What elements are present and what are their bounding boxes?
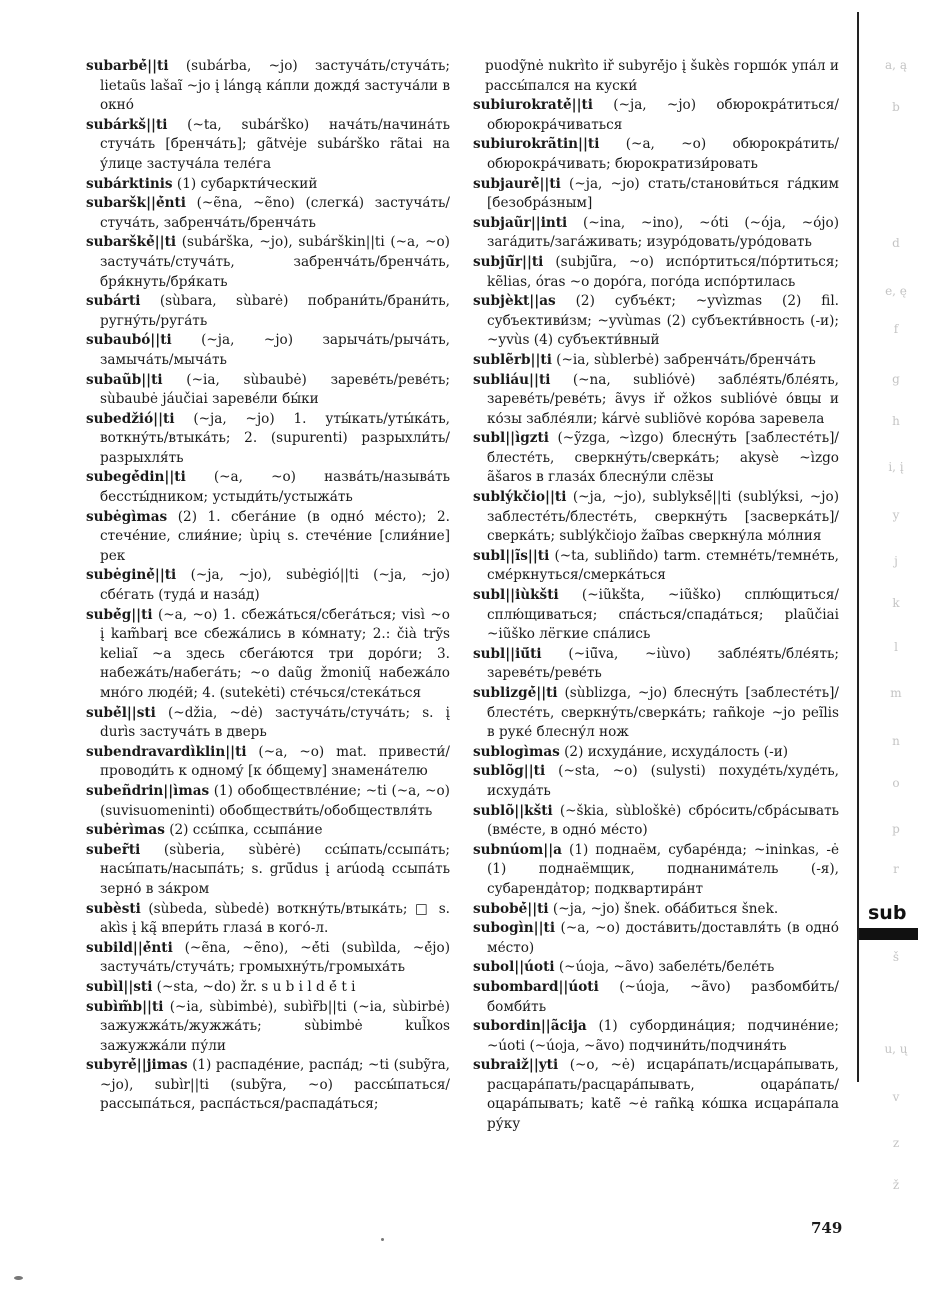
entry-headword: sublẽrb||ti — [473, 351, 552, 368]
entry-headword: subárti — [86, 293, 141, 310]
entry-headword: subìl||sti — [86, 978, 153, 995]
entry-definition: (2) субъе́кт; ~yvìzmas (2) fil. субъективи́зм; ~yvùmas (2) субъекти́вность (-и); ~yvùs (4) субъекти́вный — [487, 293, 839, 349]
thumb-index-letter: z — [892, 1136, 900, 1150]
thumb-index-letter: o — [892, 776, 900, 790]
entry-headword: subiurokrãtin||ti — [473, 136, 600, 153]
thumb-index-letter: i, į — [888, 460, 904, 474]
entry-headword: subl||iùkšti — [473, 587, 559, 604]
entry-definition: (1) обобществле́ние; ~ti (~a, ~o) (suvisuomeninti) обобществи́ть/обобществля́ть — [100, 782, 450, 819]
dictionary-entry — [473, 1017, 839, 1056]
entry-definition: (~ia, sùblerbė) забренча́ть/бренча́ть — [551, 351, 816, 368]
dictionary-entry — [86, 116, 450, 175]
thumb-index-letter: g — [892, 372, 900, 386]
dictionary-entry — [86, 331, 450, 370]
entry-definition: (~ja, ~jo) зарыча́ть/рыча́ть, замыча́ть/мыча́ть — [100, 332, 450, 368]
entry-definition: (subjū̃ra, ~o) испо́ртиться/по́ртиться; kẽlias, óras ~o доро́га, пого́да испо́ртилась — [487, 253, 839, 290]
entry-definition: (sùbara, sùbarė) побрани́ть/брани́ть, ругну́ть/руга́ть — [100, 293, 450, 329]
entry-definition: (~úoja, ~ãvo) забеле́ть/беле́ть — [554, 959, 775, 976]
thumb-index-letter: l — [894, 640, 898, 654]
entry-definition: (~ja, ~jo) šnek. оба́биться šnek. — [548, 900, 779, 917]
thumb-index-letter: m — [890, 686, 902, 700]
entry-headword: suber̃ti — [86, 841, 141, 858]
entry-definition: (~a, ~o) обюрокра́тить/обюрокра́чивать; бюрократизи́ровать — [487, 136, 839, 172]
entry-headword: subeñdrin||ìmas — [86, 782, 210, 799]
dictionary-entry — [473, 351, 839, 371]
dictionary-entry — [86, 468, 450, 507]
dictionary-entry — [86, 175, 450, 195]
dictionary-entry — [473, 371, 839, 430]
entry-definition: (~ja, ~jo) обюрокра́титься/обюрокра́чиваться — [487, 97, 839, 133]
thumb-index-letter: j — [894, 554, 898, 568]
dictionary-entry — [86, 978, 450, 998]
entry-definition: (1) субордина́ция; подчине́ние; ~úoti (~úoja, ~ãvo) подчини́ть/подчиня́ть — [487, 1018, 839, 1054]
entry-headword: subėginė́||ti — [86, 567, 177, 584]
entry-headword: subild||ė́nti — [86, 939, 173, 956]
entry-headword: subjū̃r||ti — [473, 253, 544, 270]
entry-definition: (~ia, sùbimbė), subìr̃b||ti (~ia, sùbirbė) зажужжа́ть/жужжа́ть; sùbimbė kul̃kos зажужжа́ли пу́ли — [100, 998, 450, 1054]
dictionary-entry — [86, 410, 450, 469]
entry-headword: sublogìmas — [473, 743, 560, 760]
thumb-index-letter: k — [892, 596, 900, 610]
entry-headword: subl||ĩs||ti — [473, 547, 550, 564]
dictionary-entry — [473, 919, 839, 958]
dictionary-entry — [86, 900, 450, 939]
thumb-index-letter: u, ų — [884, 1042, 908, 1056]
dictionary-entry — [473, 900, 839, 920]
thumb-index-letter: d — [892, 236, 900, 250]
dictionary-entry — [86, 194, 450, 233]
dictionary-entry — [473, 175, 839, 214]
entry-headword: subedžió||ti — [86, 410, 175, 427]
entry-headword: subárkš||ti — [86, 116, 168, 133]
entry-definition: (~ia, sùbaubė) зареве́ть/реве́ть; sùbaubė jáučiai зареве́ли бы́ки — [100, 371, 450, 408]
dictionary-entry — [473, 645, 839, 684]
dictionary-entry — [473, 292, 839, 351]
thumb-index-letter: v — [892, 1090, 900, 1104]
entry-headword: subèsti — [86, 900, 141, 917]
entry-headword: subobė́||ti — [473, 900, 549, 917]
thumb-index-letter: š — [892, 950, 900, 964]
dictionary-entry — [86, 939, 450, 978]
entry-headword: sublizgė́||ti — [473, 685, 558, 701]
entry-definition: (~sta, ~do) žr. s u b i l d ė́ t i — [152, 978, 356, 995]
entry-definition: (~ẽna, ~ẽno) (слегка́) застуча́ть/стуча́ть, забренча́ть/бренча́ть — [100, 195, 450, 231]
entry-definition: (1) распаде́ние, распа́д; ~ti (subỹra, ~jo), subìr||ti (subỹra, ~o) рассы́паться/рассыпа́ться, распа́сться/распада́ться; — [100, 1057, 450, 1113]
thumb-index-letter: a, ą — [885, 58, 907, 72]
entry-headword: subnúom||a — [473, 841, 562, 858]
dictionary-entry — [473, 978, 839, 1017]
entry-definition: (~škia, sùbloškė) сбро́сить/сбра́сывать (вме́сте, в одно́ ме́сто) — [487, 802, 839, 839]
dictionary-entry — [473, 958, 839, 978]
dictionary-entry — [473, 684, 839, 743]
entry-definition: (~ja, ~jo) стать/станови́ться га́дким [безобра́зным] — [487, 175, 839, 212]
dictionary-entry — [473, 762, 839, 801]
dictionary-entry — [473, 429, 839, 488]
entry-definition: (~a, ~o) назва́ть/называ́ть бессты́дником; устыди́ть/устыжа́ть — [100, 469, 450, 506]
entry-headword: subombard||úoti — [473, 978, 599, 995]
scan-speck — [381, 1238, 384, 1241]
entry-headword: subegė́din||ti — [86, 469, 186, 486]
entry-definition: (1) поднаём, субаре́нда; ~ininkas, -ė (1) поднаёмщик, поднанима́тель (-я), субарендa̍тор; подквартира́нт — [487, 841, 839, 897]
dictionary-entry — [473, 802, 839, 841]
entry-headword: subendravardìklin||ti — [86, 743, 247, 760]
entry-headword: sublõ||kšti — [473, 802, 553, 819]
dictionary-entry — [473, 488, 839, 547]
dictionary-entry — [473, 1056, 839, 1134]
dictionary-entry — [86, 1056, 450, 1115]
entry-definition: (~iū̃va, ~iùvo) забле́ять/бле́ять; зареве́ть/реве́ть — [487, 645, 839, 682]
entry-headword: subjaurė́||ti — [473, 175, 561, 192]
entry-definition: (2) ссы́пка, ссыпа́ние — [164, 822, 323, 839]
entry-headword: subogìn||ti — [473, 920, 555, 937]
thumb-index-letter: b — [892, 100, 900, 114]
entry-headword: subl||iū́ti — [473, 645, 542, 662]
entry-definition: (sùbeda, sùbedė) воткну́ть/втыка́ть; □ s. akìs į ką̃ впери́ть глаза́ в кого́-л. — [100, 900, 450, 937]
dictionary-entry — [86, 821, 450, 841]
dictionary-entry — [473, 96, 839, 135]
scan-speck — [14, 1276, 23, 1280]
entry-headword: subliáu||ti — [473, 371, 551, 388]
dictionary-entry — [86, 998, 450, 1057]
entry-headword: subraiž||yti — [473, 1057, 559, 1074]
entry-headword: subìm̃b||ti — [86, 998, 164, 1015]
entry-headword: subarškė́||ti — [86, 234, 177, 251]
entry-definition: (1) субаркти́ческий — [172, 175, 318, 192]
entry-definition: (2) исхуда́ние, исхуда́лость (-и) — [559, 743, 789, 760]
dictionary-entry — [473, 586, 839, 645]
entry-definition: (~a, ~o) 1. сбежа́ться/сбега́ться; visì ~o į kam̃barį все сбежа́лись в ко́мнату; 2.: čià trỹs keliaĩ ~a здесь сбега́ются три доро́ги; 3. набежа́ть/набега́ть; ~o daũg žmonių̃ набежа́ло мно́го люде́й; 4. (sutekėti) сте́чься/стека́ться — [100, 606, 450, 701]
entry-headword: subyrė́||jimas — [86, 1057, 188, 1074]
entry-definition: (~ta, subárško) нача́ть/начина́ть стуча́ть [бренча́ть]; gãtvėje subárško rãtai на у́лице застуча́ла теле́га — [100, 116, 450, 172]
entry-definition: (~ja, ~jo), subėgió||ti (~ja, ~jo) сбе́гать (туда́ и наза́д) — [100, 567, 450, 604]
entry-definition: (~ỹzga, ~ìzgo) блесну́ть [заблесте́ть]/блесте́ть, сверкну́ть/сверка́ть; akysè ~ìzgo ãšaros в глаза́х блесну́ли слёзы — [487, 430, 839, 486]
entry-headword: subė́l||sti — [86, 704, 156, 721]
entry-definition: (2) 1. сбега́ние (в одно́ ме́сто); 2. стече́ние, слия́ние; ùpių s. стече́ние [слия́ние] рек — [100, 508, 450, 564]
dictionary-entry — [473, 57, 839, 96]
dictionary-column-left — [86, 57, 450, 1115]
dictionary-entry — [473, 214, 839, 253]
dictionary-entry — [86, 371, 450, 410]
entry-headword: subaũb||ti — [86, 371, 163, 388]
dictionary-entry — [473, 841, 839, 900]
entry-definition: (~iũkšta, ~iũško) сплю́щиться/сплю́щиваться; спа́сться/спада́ться; plaũčiai ~iũško лёгкие спа́лись — [487, 587, 839, 643]
entry-definition: (sùblizga, ~jo) блесну́ть [заблесте́ть]/блесте́ть, сверкну́ть/сверка́ть; rañkoje ~jo peĩlis в руке́ блесну́л нож — [487, 685, 839, 741]
entry-definition: (~a, ~o) mat. привести́/проводи́ть к одному́ [к о́бщему] знамена́телю — [100, 743, 450, 780]
entry-headword: subėrìmas — [86, 822, 165, 839]
dictionary-entry — [86, 566, 450, 605]
guide-word: sub — [868, 902, 907, 924]
entry-headword: subl||ìgzti — [473, 430, 549, 447]
entry-headword: subaršk||ė́nti — [86, 195, 186, 212]
thumb-index-letter: ž — [892, 1178, 900, 1192]
entry-headword: subaubó||ti — [86, 332, 172, 349]
dictionary-entry — [86, 233, 450, 292]
entry-headword: subė́g||ti — [86, 606, 153, 623]
dictionary-entry — [86, 606, 450, 704]
entry-headword: subordin||ãcija — [473, 1018, 587, 1035]
entry-headword: subárktinis — [86, 175, 173, 192]
thumb-index-letter: r — [893, 862, 899, 876]
entry-definition: (~ja, ~jo), sublyksė́||ti (sublýksi, ~jo) заблесте́ть/блесте́ть, сверкну́ть [засверка́ть]/сверка́ть; sublýkčiojo žaĩbas сверкну́ла мо́лния — [487, 489, 839, 545]
dictionary-entry — [86, 292, 450, 331]
entry-headword: subarbė́||ti — [86, 58, 169, 74]
entry-definition: (~o, ~ė) исцара́пать/исцара́пывать, расцара́пать/расцара́пывать, оцара́пать/оцара́пывать; katė̃ ~ė rañką ко́шка исцара́пала ру́ку — [487, 1057, 839, 1133]
thumb-index-letter: e, ę — [885, 284, 907, 298]
entry-definition: puodỹnė nukrìto iř subyrė́jo į šukès горшо́к упа́л и рассы́пался на куски́ — [485, 58, 839, 94]
dictionary-entry — [473, 547, 839, 586]
dictionary-entry — [473, 253, 839, 292]
dictionary-entry — [86, 782, 450, 821]
entry-definition: (~ẽna, ~ẽno), ~ė́ti (subìlda, ~ė́jo) застуча́ть/стуча́ть; громыхну́ть/громыха́ть — [100, 939, 450, 976]
entry-definition: (subárška, ~jo), subárškin||ti (~a, ~o) застуча́ть/стуча́ть, забренча́ть/бренча́ть, бря́кнуть/бря́кать — [100, 234, 450, 290]
thumb-index-letter: n — [892, 734, 900, 748]
entry-definition: (sùberia, sùbėrė) ссы́пать/ссыпа́ть; насы́пать/насыпа́ть; s. grū́dus į arúodą ссыпа́ть зерно́ в за́кром — [100, 841, 450, 897]
entry-definition: (~úoja, ~ãvo) разбомби́ть/бомби́ть — [487, 978, 839, 1015]
dictionary-entry — [473, 743, 839, 763]
dictionary-entry — [86, 841, 450, 900]
entry-definition: (~ta, subliñdo) tarm. стемне́ть/темне́ть, сме́ркнуться/смерка́ться — [487, 547, 839, 584]
entry-definition: (~sta, ~o) (sulysti) похуде́ть/худе́ть, исхуда́ть — [487, 763, 839, 799]
entry-headword: sublõg||ti — [473, 763, 546, 780]
entry-definition: (~a, ~o) доста́вить/доставля́ть (в одно́ ме́сто) — [487, 920, 839, 956]
dictionary-entry — [86, 704, 450, 743]
thumb-index-letter: y — [892, 508, 900, 522]
entry-definition: (~džia, ~dė) застуча́ть/стуча́ть; s. į durìs застуча́ть в дверь — [100, 704, 450, 741]
thumb-index-letter: f — [893, 322, 899, 336]
entry-headword: subėgìmas — [86, 508, 168, 525]
entry-headword: subol||úoti — [473, 959, 555, 976]
thumb-index-letter: h — [892, 414, 900, 428]
entry-headword: subjaũr||inti — [473, 214, 568, 231]
guide-tab-bar — [859, 928, 918, 940]
entry-headword: sublýkčio||ti — [473, 489, 567, 506]
dictionary-column-right — [473, 57, 839, 1135]
dictionary-entry — [473, 135, 839, 174]
entry-headword: subjèkt||as — [473, 293, 556, 310]
entry-headword: subiurokratė́||ti — [473, 97, 593, 114]
entry-definition: (~ina, ~ino), ~óti (~ója, ~ójo) зага́дить/зага́живать; изуро́довать/уро́довать — [487, 214, 839, 251]
entry-definition: (~na, sublióvė) забле́ять/бле́ять, зареве́ть/реве́ть; ãvys iř ožkos sublióvė о́вцы и ко́зы забле́яли; kárvė subliõvė коро́ва заревела — [487, 371, 839, 427]
page-number: 749 — [811, 1219, 843, 1237]
dictionary-entry — [86, 508, 450, 567]
thumb-index-letter: p — [892, 822, 900, 836]
dictionary-entry — [86, 743, 450, 782]
entry-definition: (subárba, ~jo) застуча́ть/стуча́ть; lietaũs lašaĩ ~jo į lángą ка́пли дождя́ застуча́ли в окно́ — [100, 58, 450, 114]
dictionary-entry — [86, 57, 450, 116]
entry-definition: (~ja, ~jo) 1. уты́кать/уты́ка́ть, воткну́ть/втыка́ть; 2. (supurenti) разрыхли́ть/разрыхля́ть — [100, 410, 450, 466]
